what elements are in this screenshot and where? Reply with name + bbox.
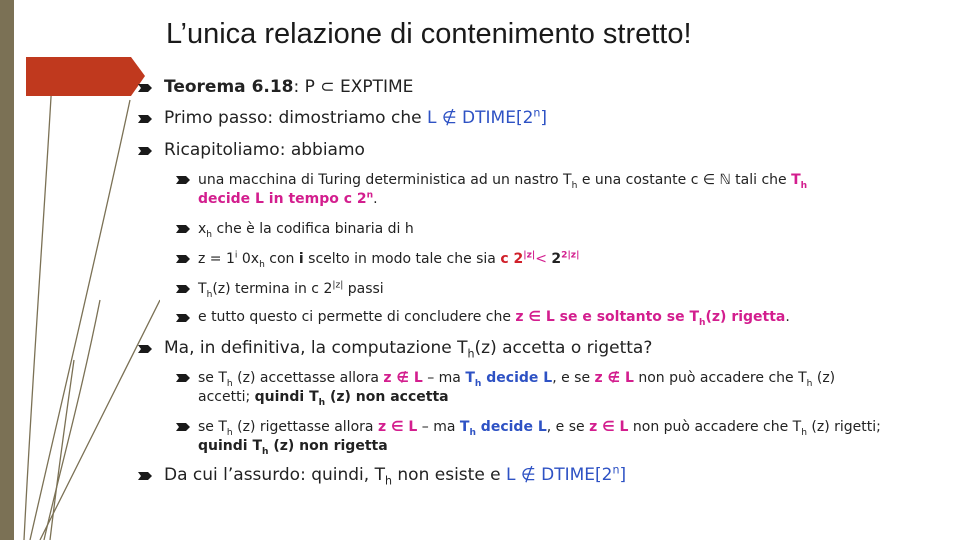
z-def-d: scelto in modo tale che sia (303, 251, 501, 267)
acc-d: – ma (422, 370, 466, 386)
tm-symbol: T (563, 172, 572, 188)
tm-text-a: una macchina di Turing deterministica ad un nastro (198, 172, 564, 188)
acc-e: T (465, 370, 475, 386)
rej-l: (z) non rigetta (268, 438, 388, 454)
question-a: Ma, in definitiva, la computazione T (164, 338, 468, 358)
z-def-g-sup: 2|z| (561, 250, 580, 261)
acc-l: quindi T (254, 389, 319, 405)
bullet-recap (164, 140, 365, 160)
sub-bullet-accept-case-cont (198, 389, 449, 408)
rej-a-sub: h (226, 427, 233, 438)
sub-bullet-xh (198, 221, 414, 240)
z-def-i: i (298, 251, 304, 267)
xh-symbol: x (198, 221, 207, 237)
concl-c: (z) rigetta (705, 309, 786, 325)
term-c: passi (343, 281, 384, 297)
z-def-b: 0x (237, 251, 260, 267)
term-a: T (198, 281, 207, 297)
bullet-arrow-icon (138, 147, 152, 155)
sub-bullet-reject-case (198, 419, 881, 438)
sub-bullet-termination (198, 280, 384, 300)
concl-d: . (785, 309, 790, 325)
acc-k: accetti; (198, 389, 255, 405)
absurd-a: Da cui l’assurdo: quindi, T (164, 465, 385, 485)
first-step-math: L ∉ DTIME[2 (426, 108, 534, 128)
acc-a-sub: h (226, 378, 233, 389)
tm-symbol-sub: h (571, 180, 578, 191)
absurd-d: ] (619, 465, 627, 485)
tm-decides-text: decide L in tempo c 2 (198, 191, 367, 207)
term-a-sub: h (206, 289, 213, 300)
bullet-arrow-icon (138, 472, 152, 480)
rej-d: – ma (417, 419, 460, 435)
absurd-a-sub: h (384, 474, 392, 488)
z-def-g: 2 (551, 251, 562, 267)
tm-decider: T (791, 172, 801, 188)
z-def-lt: < (535, 251, 552, 267)
acc-i-sub: h (806, 378, 813, 389)
concl-b: z ∈ L se e soltanto se T (515, 309, 700, 325)
recap-text: Ricapitoliamo: abbiamo (164, 140, 365, 160)
sub-bullet-turing-machine-cont (198, 191, 378, 207)
rej-i-sub: h (801, 427, 807, 438)
rej-j: (z) rigetti; (806, 419, 881, 435)
acc-g: , e se (552, 370, 595, 386)
tm-decides-sup: n (366, 190, 374, 201)
bullet-arrow-icon (138, 84, 152, 92)
acc-c: z ∉ L (383, 370, 423, 386)
sub-bullet-conclusion (198, 309, 790, 328)
theorem-statement: : P ⊂ EXPTIME (293, 77, 414, 97)
acc-j: (z) (812, 370, 836, 386)
acc-a: se T (198, 370, 227, 386)
first-step-text: Primo passo: dimostriamo che (164, 108, 427, 128)
rej-a: se T (198, 419, 227, 435)
concl-b-sub: h (699, 317, 706, 328)
sub-bullet-arrow-icon (176, 255, 190, 263)
rej-e-sub: h (469, 427, 476, 438)
first-step-close: ] (540, 108, 548, 128)
acc-m: (z) non accetta (325, 389, 449, 405)
rej-c: z ∈ L (377, 419, 418, 435)
xh-text: che è la codifica binaria di h (212, 221, 414, 237)
z-def-b-sub: h (259, 259, 265, 270)
rej-k-sub: h (262, 446, 269, 457)
term-b: (z) termina in c 2 (212, 281, 333, 297)
z-def-c: con (264, 251, 299, 267)
bullet-arrow-icon (138, 115, 152, 123)
rej-b: (z) rigettasse allora (232, 419, 378, 435)
sub-bullet-accept-case (198, 370, 836, 389)
sub-bullet-arrow-icon (176, 374, 190, 382)
rej-f: decide L (475, 419, 547, 435)
z-def-e-sup: |z| (523, 250, 536, 261)
acc-h: z ∉ L (594, 370, 634, 386)
acc-i: non può accadere che T (633, 370, 807, 386)
concl-a: e tutto questo ci permette di concludere che (198, 309, 516, 325)
absurd-b: non esiste e (392, 465, 507, 485)
absurd-c-sup: n (612, 463, 620, 477)
z-def-e: c 2 (500, 251, 524, 267)
bullet-absurd (164, 463, 627, 488)
sub-bullet-arrow-icon (176, 423, 190, 431)
sub-bullet-arrow-icon (176, 285, 190, 293)
bullet-theorem (164, 77, 413, 97)
acc-f: decide L (481, 370, 553, 386)
bullet-arrow-icon (138, 345, 152, 353)
sub-bullet-turing-machine (198, 172, 808, 191)
rej-k: quindi T (198, 438, 262, 454)
first-step-sup: n (533, 106, 541, 120)
tm-period: . (373, 191, 378, 207)
tm-text-b: e una costante c ∈ ℕ tali che (577, 172, 792, 188)
rej-h: z ∈ L (589, 419, 629, 435)
sub-bullet-arrow-icon (176, 225, 190, 233)
bullet-question (164, 338, 653, 361)
acc-b: (z) accettasse allora (232, 370, 384, 386)
rej-g: , e se (546, 419, 590, 435)
sub-bullet-z-def (198, 250, 580, 270)
tm-decider-sub: h (800, 180, 808, 191)
rej-e: T (459, 419, 470, 435)
term-b-sup: |z| (332, 280, 344, 291)
title-accent-bar (26, 57, 131, 96)
question-a-sub: h (467, 347, 475, 361)
acc-l-sub: h (318, 397, 326, 408)
question-b: (z) accetta o rigetta? (474, 338, 653, 358)
sub-bullet-reject-case-cont (198, 438, 388, 457)
absurd-c: L ∉ DTIME[2 (506, 465, 613, 485)
z-def-a-sup: i (234, 250, 238, 261)
bullet-first-step (164, 108, 547, 128)
slide-title: L’unica relazione di contenimento stretto! (166, 18, 692, 50)
xh-sub: h (206, 229, 213, 240)
sub-bullet-arrow-icon (176, 176, 190, 184)
rej-i: non può accadere che T (628, 419, 802, 435)
acc-e-sub: h (474, 378, 482, 389)
theorem-label: Teorema 6.18 (164, 77, 294, 97)
z-def-a: z = 1 (198, 251, 235, 267)
sub-bullet-arrow-icon (176, 314, 190, 322)
